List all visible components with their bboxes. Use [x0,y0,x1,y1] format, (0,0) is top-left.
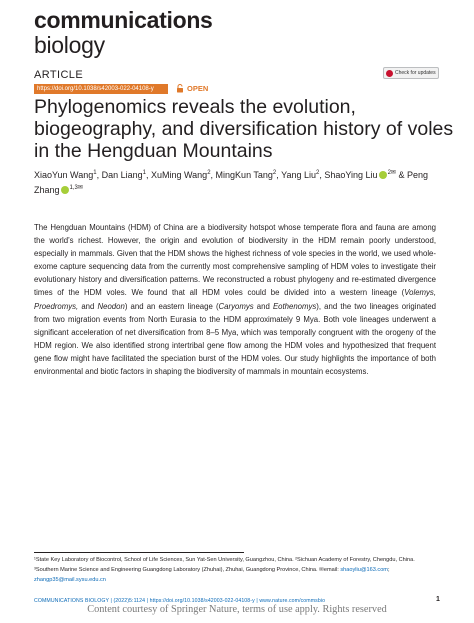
author-name[interactable]: ShaoYing Liu [324,170,378,180]
author-affiliation: 1 [142,170,146,176]
affiliations [34,555,439,585]
affiliation-text: ³Southern Marine Science and Engineering Guangdong Laboratory (Zhuhai), Zhuhai, Guangdong Province, China. ✉email: [34,567,341,573]
abstract-genus: Caryomys [218,301,254,311]
author-name[interactable]: Yang Liu [281,170,316,180]
affiliation-separator: ; [387,567,390,573]
author-name[interactable]: Peng Zhang [34,170,428,195]
email-link[interactable]: zhangp35@mail.sysu.edu.cn [34,577,106,583]
author-name[interactable]: MingKun Tang [215,170,273,180]
journal-name-line2: biology [34,32,105,58]
doi-link[interactable]: https://doi.org/10.1038/s42003-022-04108-y [34,84,168,94]
author-affiliation: 2 [272,170,277,176]
abstract-text: and [78,301,98,311]
check-updates-icon [386,70,393,77]
affiliation-line: ¹State Key Laboratory of Biocontrol, School of Life Sciences, Sun Yat-Sen University, Guangzhou, China. ²Sichuan Academy of Forestry, Chengdu, China. [34,557,415,563]
orcid-icon[interactable] [379,171,387,179]
footer-citation[interactable]: COMMUNICATIONS BIOLOGY | (2022)5:1124 | https://doi.org/10.1038/s42003-022-04108-y | www.nature.com/commsbio [34,598,326,604]
courtesy-notice: Content courtesy of Springer Nature, terms of use apply. Rights reserved [87,604,387,615]
abstract [34,221,436,378]
author-name[interactable]: Dan Liang [101,170,143,180]
email-link[interactable]: shaoyliu@163.com [340,567,388,573]
check-for-updates-button[interactable] [383,67,439,79]
author-affiliation: 2 [315,170,320,176]
abstract-genus: Neodon [97,301,125,311]
author-affiliation: 2 [207,170,211,176]
article-title: Phylogenomics reveals the evolution, biogeography, and diversification history of voles in the Hengduan Mountains [34,96,454,162]
affiliation-line [34,565,439,585]
abstract-text: and [253,301,273,311]
abstract-text: The Hengduan Mountains (HDM) of China are a biodiversity hotspot whose temperate flora and fauna are among the world’s richest. However, the origin and evolution of biodiversity in the HDM remain poorly understood, especially in mammals. Given that the HDM shows the highest richness of vole species in the world, we used whole-exome capture sequencing data from the currently most comprehensive sampling of HDM voles to investigate their evolutionary history and diversification patterns. We reconstructed a robust phylogeny and re-estimated divergence times of the HDM voles. We found that all HDM voles could be divided into a western lineage ( [34,223,436,298]
journal-name-line1: communications [34,7,213,33]
author-affiliation: 1,3✉ [69,185,83,191]
open-access-label: OPEN [187,84,209,93]
abstract-genus: Volemys, Proedromys, [34,288,436,311]
author-affiliation: 2✉ [387,170,396,176]
abstract-text: ), and the two lineages originated from two migration events from North Eurasia to the HDM approximately 9 Mya. Both vole lineages underwent a significant acceleration of net diversification from 8–5 Mya, which was temporally congruent with the orogeny of the HDM region. We also identified strong intertribal gene flow among the HDM voles and hypothesized that frequent gene flow might have facilitated the speciation burst of the HDM voles. Our study highlights the importance of both environmental and biotic factors in shaping the biodiversity of mammals in mountain ecosystems. [34,301,437,377]
abstract-genus: Eothenomys [272,301,317,311]
page-number: 1 [436,596,440,603]
author-list: XiaoYun Wang$^1$, Dan Liang$^1$, XuMing Wang$^2$, MingKun Tang$^2$, Yang Liu$^2$, ShaoYing Liu $^{2✉}$ & Peng Zhang $^{1,3✉}$ [34,170,428,195]
footnote-divider [34,552,244,553]
abstract-text: ) and an eastern lineage ( [124,301,219,311]
author-name[interactable]: XuMing Wang [150,170,208,180]
author-affiliation: 1 [93,170,97,176]
article-type-label: ARTICLE [34,69,84,81]
author-name[interactable]: XiaoYun Wang [34,170,94,180]
open-access-lock-icon [176,84,184,93]
abstract-paragraph [34,221,436,378]
orcid-icon[interactable] [61,186,69,194]
check-updates-label: Check for updates [395,70,436,76]
